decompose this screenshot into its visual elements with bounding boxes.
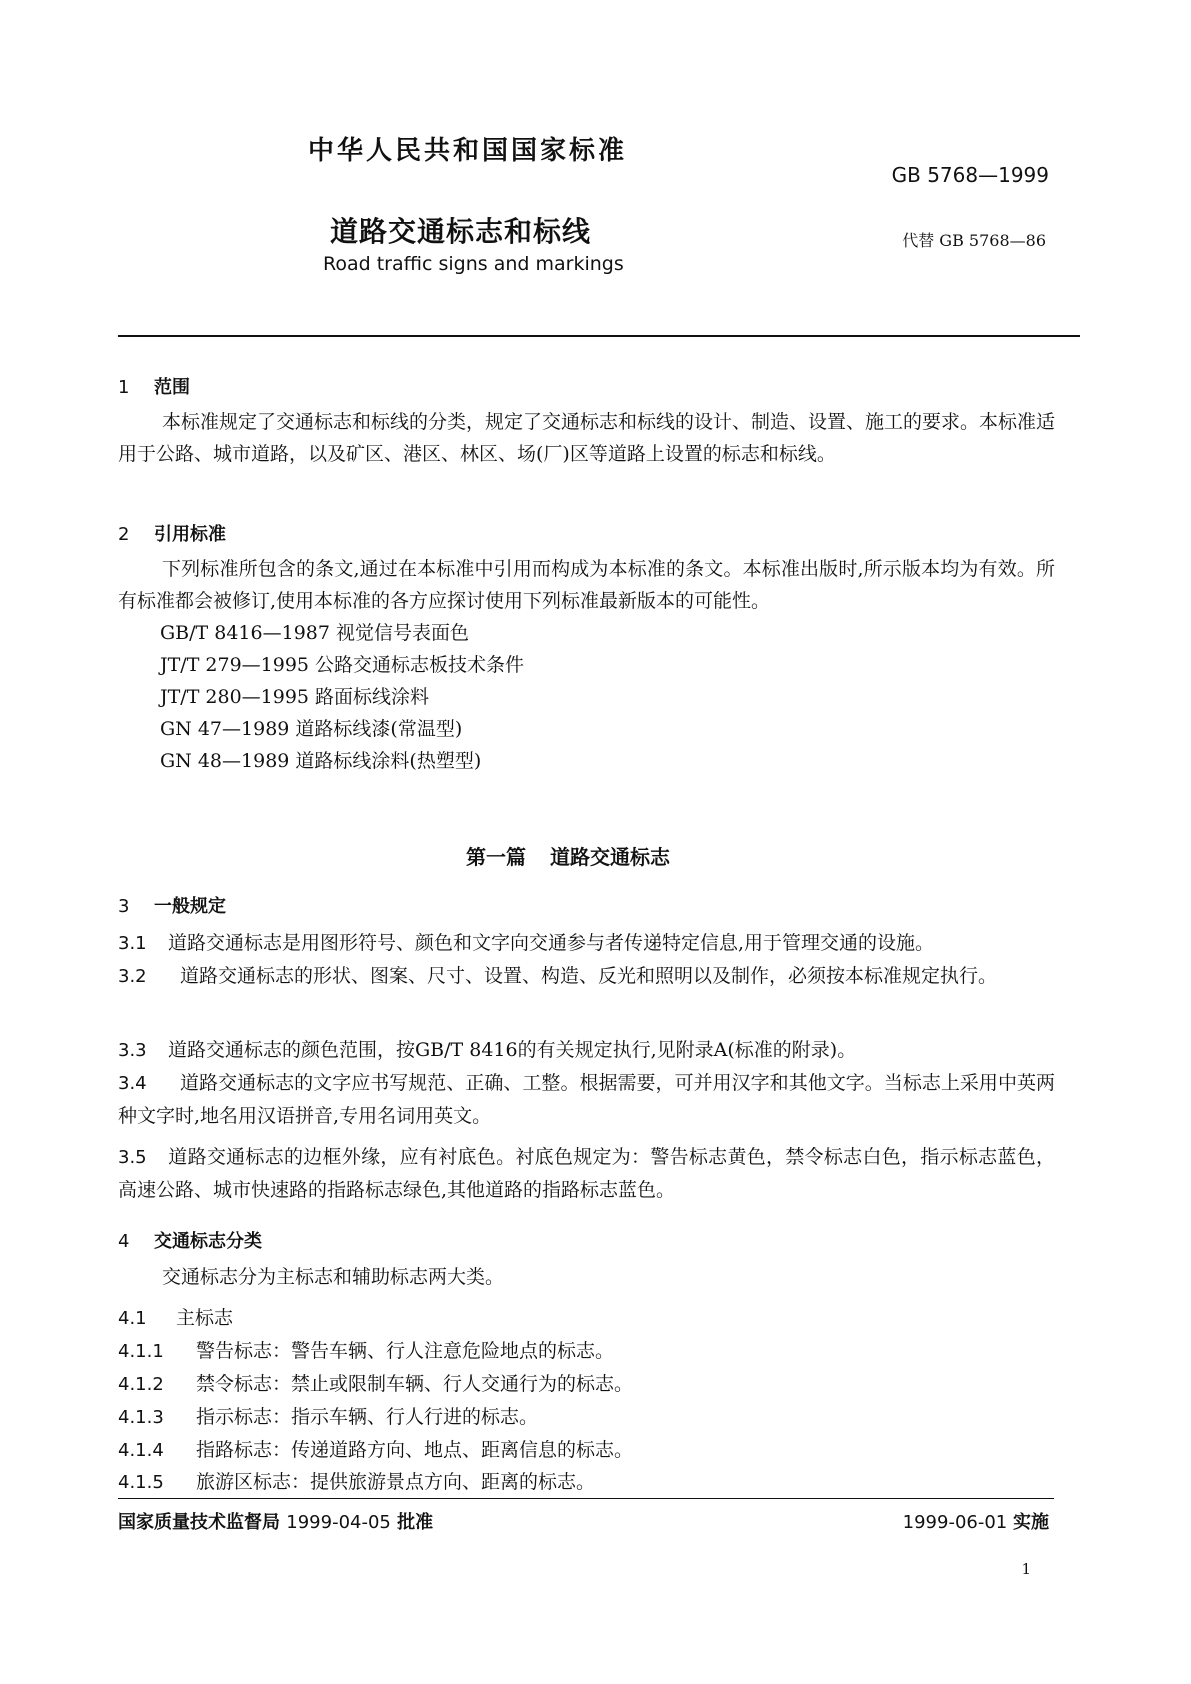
clause-number: 4.1.4 [118, 1440, 164, 1461]
clause-number: 4.1 [118, 1308, 147, 1329]
reference-item: JT/T 280—1995 路面标线涂料 [160, 686, 430, 708]
title-english: Road traffic signs and markings [323, 253, 624, 275]
clause-number: 3.5 [118, 1147, 147, 1168]
effective-date: 1999-06-01 [902, 1512, 1008, 1533]
section-number: 3 [118, 896, 130, 917]
approver: 国家质量技术监督局 [118, 1512, 280, 1533]
section-title: 一般规定 [154, 896, 226, 917]
section-heading-2 [118, 520, 226, 546]
part-title: 道路交通标志 [550, 845, 670, 869]
clause-number: 3.3 [118, 1040, 147, 1061]
title-chinese: 道路交通标志和标线 [330, 215, 592, 248]
clause-4-1-1 [118, 1336, 614, 1363]
clause-3-3 [118, 1034, 1055, 1067]
section-number: 1 [118, 377, 130, 398]
clause-text: 道路交通标志的颜色范围，按GB/T 8416的有关规定执行,见附录A(标准的附录)。 [168, 1039, 857, 1061]
reference-item: GB/T 8416—1987 视觉信号表面色 [160, 622, 470, 644]
reference-item: JT/T 279—1995 公路交通标志板技术条件 [160, 654, 525, 676]
clause-4-1-5 [118, 1467, 595, 1494]
effective-line [903, 1508, 1049, 1534]
part-label: 第一篇 [466, 845, 526, 869]
approve-label: 批准 [397, 1512, 434, 1533]
clause-3-1 [118, 927, 1055, 960]
section-title: 引用标准 [154, 524, 226, 545]
header-divider [118, 335, 1080, 337]
reference-item: GN 47—1989 道路标线漆(常温型) [160, 718, 463, 740]
clause-4-1 [118, 1303, 233, 1330]
section-title: 范围 [154, 377, 190, 398]
section-title: 交通标志分类 [154, 1231, 262, 1252]
clause-text: 指路标志：传递道路方向、地点、距离信息的标志。 [196, 1439, 634, 1461]
section-4-intro: 交通标志分为主标志和辅助标志两大类。 [162, 1266, 505, 1288]
clause-number: 4.1.1 [118, 1341, 164, 1362]
clause-number: 3.1 [118, 933, 147, 954]
standard-number: GB 5768—1999 [891, 163, 1049, 187]
section-2-paragraph: 下列标准所包含的条文,通过在本标准中引用而构成为本标准的条文。本标准出版时,所示版本均为有效。所有标准都会被修订,使用本标准的各方应探讨使用下列标准最新版本的可能性。 [118, 558, 1055, 612]
section-1-paragraph: 本标准规定了交通标志和标线的分类，规定了交通标志和标线的设计、制造、设置、施工的要求。本标准适用于公路、城市道路，以及矿区、港区、林区、场(厂)区等道路上设置的标志和标线。 [118, 411, 1056, 465]
footer-divider [118, 1498, 1054, 1499]
clause-4-1-3 [118, 1402, 538, 1429]
approve-date: 1999-04-05 [286, 1512, 391, 1533]
clause-text: 警告标志：警告车辆、行人注意危险地点的标志。 [196, 1340, 615, 1362]
clause-4-1-4 [118, 1435, 633, 1462]
clause-text: 道路交通标志的形状、图案、尺寸、设置、构造、反光和照明以及制作，必须按本标准规定执行。 [180, 965, 998, 987]
section-heading-1 [118, 373, 190, 399]
clause-number: 4.1.5 [118, 1472, 164, 1493]
reference-item: GN 48—1989 道路标线涂料(热塑型) [160, 750, 482, 772]
effective-label: 实施 [1013, 1512, 1049, 1533]
clause-text: 道路交通标志是用图形符号、颜色和文字向交通参与者传递特定信息,用于管理交通的设施。 [168, 932, 935, 954]
clause-number: 3.2 [118, 966, 147, 987]
clause-number: 4.1.2 [118, 1374, 164, 1395]
clause-number: 3.4 [118, 1073, 147, 1094]
section-heading-4 [118, 1227, 262, 1253]
replaces-note: 代替 GB 5768—86 [902, 231, 1046, 250]
clause-3-4 [118, 1067, 1055, 1132]
org-title: 中华人民共和国国家标准 [308, 136, 628, 166]
clause-text: 旅游区标志：提供旅游景点方向、距离的标志。 [196, 1471, 596, 1493]
clause-4-1-2 [118, 1369, 633, 1396]
approval-line [118, 1508, 433, 1534]
section-number: 4 [118, 1231, 130, 1252]
clause-text: 指示标志：指示车辆、行人行进的标志。 [196, 1406, 539, 1428]
clause-text: 主标志 [176, 1307, 234, 1329]
clause-3-2 [118, 960, 1055, 993]
clause-text: 道路交通标志的边框外缘，应有衬底色。衬底色规定为：警告标志黄色，禁令标志白色，指示标志蓝色，高速公路、城市快速路的指路标志绿色,其他道路的指路标志蓝色。 [118, 1146, 1055, 1201]
clause-3-5 [118, 1141, 1055, 1206]
part-heading [466, 841, 670, 870]
page-number: 1 [1021, 1560, 1031, 1578]
clause-text: 禁令标志：禁止或限制车辆、行人交通行为的标志。 [196, 1373, 634, 1395]
clause-number: 4.1.3 [118, 1407, 164, 1428]
section-heading-3 [118, 892, 226, 918]
section-number: 2 [118, 524, 130, 545]
clause-text: 道路交通标志的文字应书写规范、正确、工整。根据需要，可并用汉字和其他文字。当标志上采用中英两种文字时,地名用汉语拼音,专用名词用英文。 [118, 1072, 1055, 1127]
